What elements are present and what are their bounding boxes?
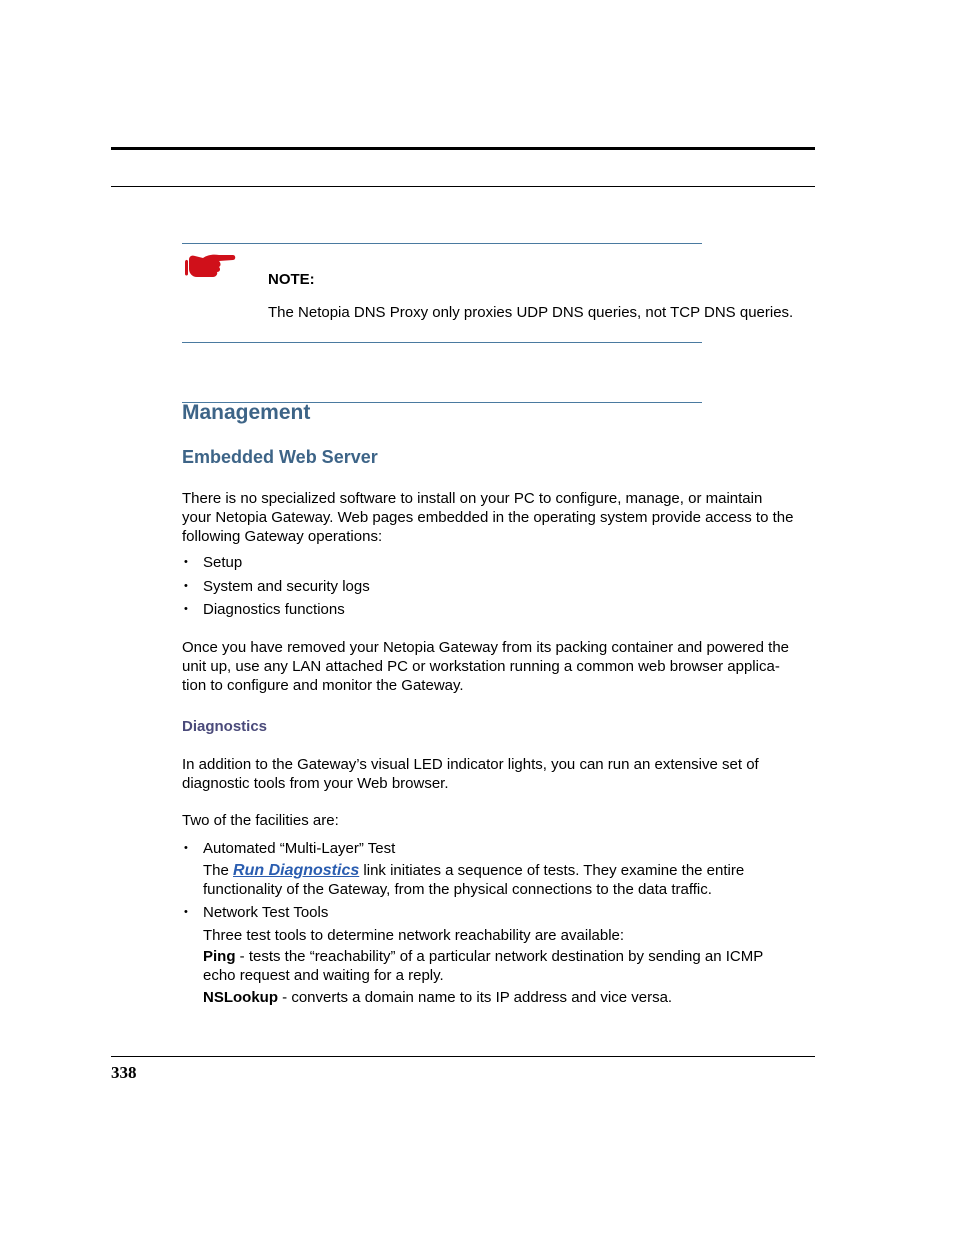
note-bottom-rule bbox=[182, 342, 702, 343]
bullet-icon: • bbox=[184, 906, 188, 918]
bullet-icon: • bbox=[184, 603, 188, 615]
header-rule-thick bbox=[111, 147, 815, 150]
nslookup-label: NSLookup bbox=[203, 989, 278, 1006]
facility-title: Network Test Tools bbox=[203, 904, 329, 921]
facilities-intro: Two of the facilities are: bbox=[182, 812, 339, 829]
note-top-rule bbox=[182, 243, 702, 244]
list-item bbox=[182, 600, 782, 619]
diagnostics-title: Diagnostics bbox=[182, 718, 268, 735]
bullet-icon: • bbox=[184, 556, 188, 568]
diagnostics-intro: In addition to the Gateway’s visual LED indicator lights, you can run an extensive set of diagnostic tools from your Web browser. bbox=[182, 756, 759, 792]
facility-text: The bbox=[203, 862, 234, 879]
facilities-list bbox=[182, 839, 794, 1007]
operations-list bbox=[182, 553, 782, 619]
facility-title: Automated “Multi-Layer” Test bbox=[203, 840, 396, 857]
footer-rule bbox=[111, 1056, 815, 1057]
list-item bbox=[182, 839, 794, 899]
list-item-label: Diagnostics functions bbox=[203, 601, 345, 618]
facility-intro: Three test tools to determine network reachability are available: bbox=[203, 927, 625, 944]
list-item-label: System and security logs bbox=[203, 578, 370, 595]
intro-paragraph: There is no specialized software to install on your PC to configure, manage, or maintain your Netopia Gateway. Web pages embedded in the operating system provide access to the following Gateway operations: bbox=[182, 490, 794, 545]
list-item-label: Setup bbox=[203, 554, 243, 571]
pointing-hand-icon bbox=[183, 252, 237, 280]
list-item bbox=[182, 577, 782, 596]
facility-text: link initiates a sequence of tests. They examine the entire functionality of the Gateway, from the physical connections to the data traffic. bbox=[203, 862, 745, 898]
nslookup-description bbox=[203, 988, 794, 1007]
header-rule-thin bbox=[111, 186, 815, 187]
ping-text: - tests the “reachability” of a particular network destination by sending an ICMP echo request and waiting for a reply. bbox=[203, 948, 763, 984]
nslookup-text: - converts a domain name to its IP address and vice versa. bbox=[278, 989, 673, 1006]
run-diagnostics-link[interactable]: Run Diagnostics bbox=[233, 862, 360, 879]
after-list-paragraph: Once you have removed your Netopia Gateway from its packing container and powered the unit up, use any LAN attached PC or workstation running a common web browser applica-tion to configure and monitor the Gateway. bbox=[182, 639, 790, 694]
list-item bbox=[182, 903, 794, 1007]
list-item bbox=[182, 553, 782, 572]
ping-description bbox=[203, 947, 794, 985]
section-title: Management bbox=[182, 401, 311, 424]
page-number: 338 bbox=[111, 1063, 137, 1082]
note-text: The Netopia DNS Proxy only proxies UDP DNS queries, not TCP DNS queries. bbox=[268, 304, 794, 321]
bullet-icon: • bbox=[184, 580, 188, 592]
ping-label: Ping bbox=[203, 948, 236, 965]
facility-description bbox=[203, 861, 794, 899]
note-label: NOTE: bbox=[268, 271, 315, 288]
bullet-icon: • bbox=[184, 842, 188, 854]
subsection-title: Embedded Web Server bbox=[182, 447, 378, 467]
